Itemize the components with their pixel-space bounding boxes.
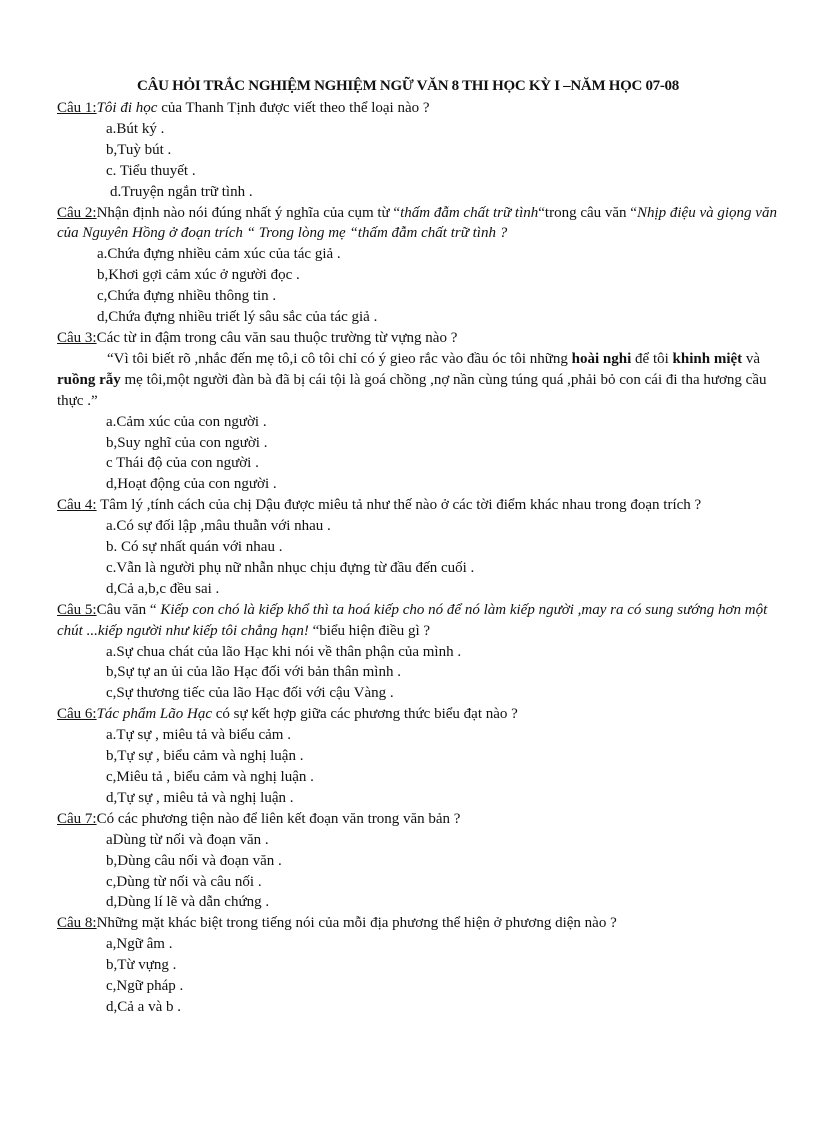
- answer-option: c,Sự thương tiếc của lão Hạc đối với cậu Vàng .: [106, 685, 394, 702]
- question-label: Câu 3:: [57, 329, 97, 346]
- work-title: Tác phẩm Lão Hạc: [96, 706, 213, 723]
- question-6: [57, 704, 787, 809]
- question-2: [57, 203, 787, 328]
- answer-option: c,Chứa đựng nhiều thông tin .: [97, 288, 277, 305]
- quoted-passage: [57, 349, 787, 412]
- answer-option: b,Khơi gợi cảm xúc ở người đọc .: [97, 267, 300, 284]
- answer-option: a.Có sự đối lập ,mâu thuẫn với nhau .: [106, 518, 331, 535]
- answer-option: a.Chứa đựng nhiều cảm xúc của tác giả .: [97, 246, 341, 263]
- answer-option: b,Suy nghĩ của con người .: [106, 434, 268, 451]
- question-label: Câu 8:: [57, 915, 97, 932]
- passage-text: và: [742, 350, 761, 367]
- question-label: Câu 4:: [57, 497, 97, 514]
- passage-text: “Vì tôi biết rõ ,nhắc đến mẹ tô,i cô tôi chỉ có ý gieo rắc vào đầu óc tôi những: [107, 350, 572, 367]
- answer-option: a.Tự sự , miêu tả và biểu cảm .: [106, 727, 291, 744]
- document-title: CÂU HỎI TRẮC NGHIỆM NGHIỆM NGỮ VĂN 8 THI HỌC KỲ I –NĂM HỌC 07-08: [137, 78, 679, 94]
- answer-option: a.Cảm xúc của con người .: [106, 413, 267, 430]
- question-text: Tâm lý ,tính cách của chị Dậu được miêu tả như thế nào ở các tời điểm khác nhau trong đoạn trích ?: [96, 497, 702, 514]
- question-text: có sự kết hợp giữa các phương thức biểu đạt nào ?: [212, 706, 518, 723]
- question-text: của Thanh Tịnh được viết theo thể loại nào ?: [157, 100, 430, 116]
- work-title: Tôi đi học: [96, 100, 158, 116]
- answer-option: d,Cả a,b,c đều sai .: [106, 580, 220, 597]
- question-label: Câu 1:: [57, 100, 97, 116]
- answer-option: d,Chứa đựng nhiều triết lý sâu sắc của tác giả .: [97, 309, 378, 326]
- answer-option: c.Vẫn là người phụ nữ nhẫn nhục chịu đựng từ đầu đến cuối .: [106, 559, 475, 576]
- question-text: Câu văn “: [96, 601, 161, 618]
- answer-option: b,Tự sự , biểu cảm và nghị luận .: [106, 748, 304, 765]
- question-8-stem: [57, 913, 787, 934]
- answer-option: b,Dùng câu nối và đoạn văn .: [106, 852, 282, 869]
- question-text: Có các phương tiện nào để liên kết đoạn văn trong văn bản ?: [96, 810, 461, 827]
- quoted-sentence: Kiếp con chó là kiếp khổ thì ta hoá kiếp cho nó để nó làm kiếp người ,may ra có sung sướng hơn một chút ...kiếp người như kiếp tôi chẳng hạn!: [57, 601, 768, 639]
- answer-option: b,Từ vựng .: [106, 957, 177, 974]
- answer-option: c. Tiểu thuyết .: [106, 162, 196, 179]
- question-4: [57, 495, 787, 600]
- question-text: “trong câu văn “: [538, 204, 637, 221]
- answer-option: d,Tự sự , miêu tả và nghị luận .: [106, 789, 294, 806]
- answer-option: c,Ngữ pháp .: [106, 978, 184, 995]
- passage-text: mẹ tôi,một người đàn bà đã bị cái tội là goá chồng ,nợ nần cùng túng quá ,phải bỏ con cái đi tha hương cầu thực .”: [57, 371, 767, 409]
- question-label: Câu 6:: [57, 706, 97, 723]
- answer-option: d,Cả a và b .: [106, 998, 181, 1015]
- question-text: “biểu hiện điều gì ?: [308, 622, 431, 639]
- question-5-stem: [57, 600, 787, 642]
- answer-option: d.Truyện ngắn trữ tình .: [110, 183, 253, 200]
- question-text: Những mặt khác biệt trong tiếng nói của mỗi địa phương thể hiện ở phương diện nào ?: [96, 915, 617, 932]
- question-8: [57, 913, 787, 1018]
- answer-option: a.Bút ký .: [106, 120, 165, 137]
- question-3: [57, 328, 787, 495]
- bold-word: hoài nghi: [571, 350, 632, 367]
- question-1: [57, 98, 787, 203]
- answer-option: c Thái độ của con người .: [106, 455, 259, 472]
- answer-option: b,Sự tự an ủi của lão Hạc đối với bản thân mình .: [106, 664, 401, 681]
- bold-word: ruồng rẫy: [57, 371, 121, 388]
- question-label: Câu 7:: [57, 810, 97, 827]
- bold-word: khinh miệt: [672, 350, 743, 367]
- answer-option: a,Ngữ âm .: [106, 936, 173, 953]
- question-6-stem: [57, 704, 787, 725]
- answer-option: c,Miêu tả , biểu cảm và nghị luận .: [106, 769, 314, 785]
- question-4-stem: [57, 495, 787, 516]
- question-text: Các từ in đậm trong câu văn sau thuộc trường từ vựng nào ?: [96, 329, 458, 346]
- question-label: Câu 5:: [57, 601, 97, 618]
- answer-option: c,Dùng từ nối và câu nối .: [106, 873, 262, 890]
- question-3-stem: [57, 328, 787, 349]
- quoted-sentence: Nhịp điệu và giọng văn của Nguyên Hồng ở đoạn trích “ Trong lòng mẹ “thấm đẫm chất trữ tình ?: [57, 204, 777, 242]
- question-list: [57, 98, 787, 1018]
- question-2-stem: [57, 203, 787, 245]
- answer-option: b,Tuỳ bút .: [106, 141, 172, 158]
- answer-option: d,Hoạt động của con người .: [106, 476, 277, 493]
- question-7-stem: [57, 809, 787, 830]
- question-1-stem: [57, 98, 787, 119]
- answer-option: d,Dùng lí lẽ và dẫn chứng .: [106, 894, 270, 911]
- answer-option: aDùng từ nối và đoạn văn .: [106, 831, 269, 848]
- question-5: [57, 600, 787, 705]
- answer-option: a.Sự chua chát của lão Hạc khi nói về thân phận của mình .: [106, 643, 462, 660]
- quoted-phrase: thấm đẫm chất trữ tình: [400, 204, 539, 221]
- passage-text: để tôi: [631, 350, 673, 367]
- question-label: Câu 2:: [57, 204, 97, 221]
- question-text: Nhận định nào nói đúng nhất ý nghĩa của cụm từ “: [96, 204, 401, 221]
- question-7: [57, 809, 787, 914]
- answer-option: b. Có sự nhất quán với nhau .: [106, 539, 283, 556]
